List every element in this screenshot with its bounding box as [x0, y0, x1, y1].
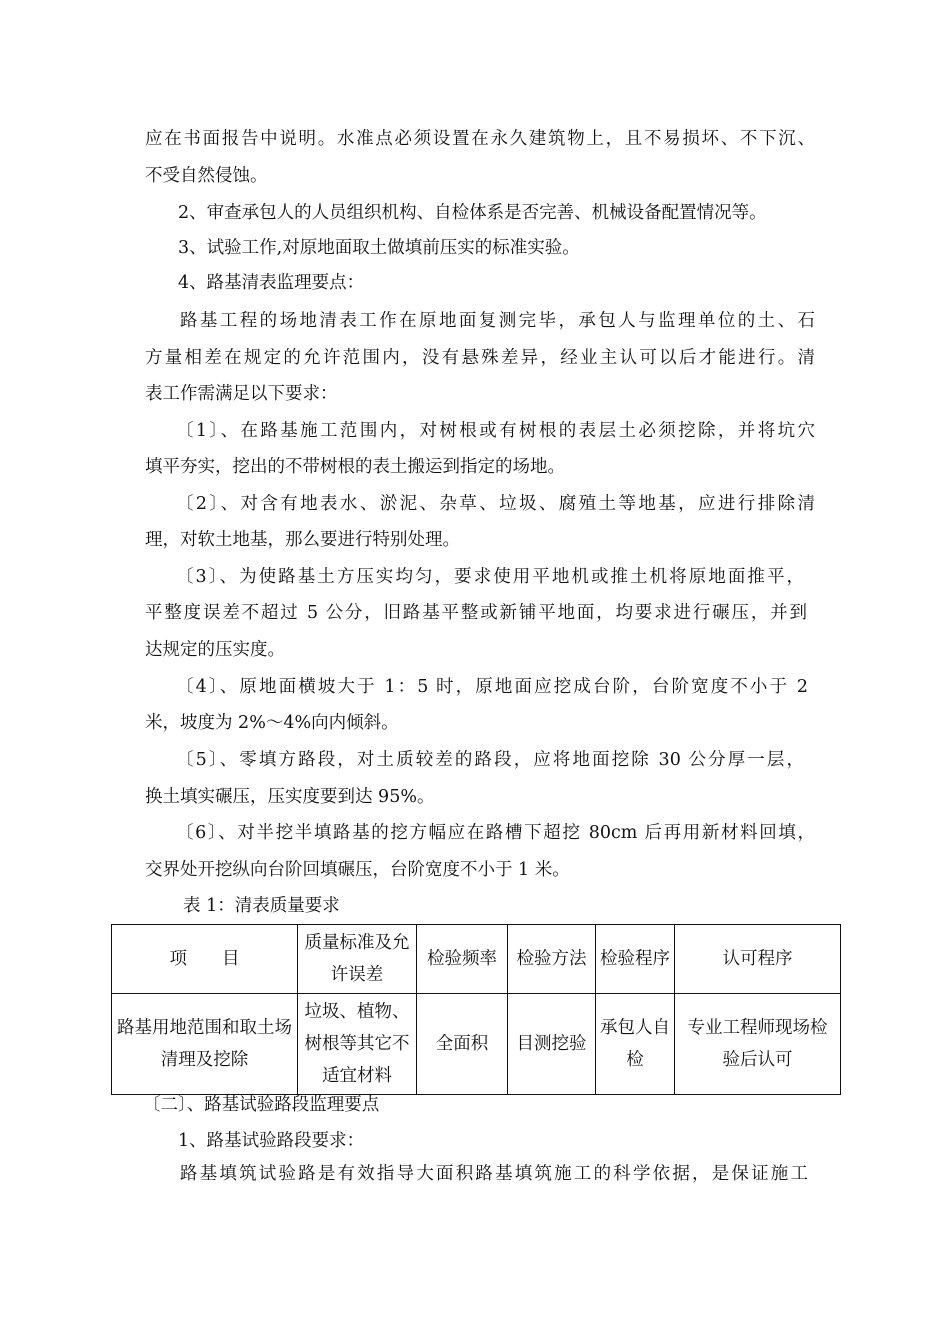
paragraph-line: 不受自然侵蚀。	[145, 166, 268, 186]
paragraph-line: 路基填筑试验路是有效指导大面积路基填筑施工的科学依据，是保证施工	[180, 1164, 808, 1184]
paragraph-line: 3、试验工作,对原地面取土做填前压实的标准实验。	[178, 238, 580, 258]
table-caption: 表 1：清表质量要求	[183, 896, 340, 916]
paragraph-line: 米，坡度为 2%～4%向内倾斜。	[145, 713, 399, 733]
paragraph-line: 4、路基清表监理要点：	[178, 273, 365, 293]
paragraph-line: 填平夯实，挖出的不带树根的表土搬运到指定的场地。	[145, 457, 565, 477]
header-cell: 项 目	[112, 925, 298, 994]
paragraph-line: 〔4〕、原地面横坡大于 1：5 时，原地面应挖成台阶，台阶宽度不小于 2	[176, 677, 808, 697]
table-cell: 专业工程师现场检验后认可	[675, 994, 841, 1095]
paragraph-line: 方量相差在规定的允许范围内，没有悬殊差异，经业主认可以后才能进行。清	[145, 348, 815, 368]
header-cell: 质量标准及允许误差	[298, 925, 417, 994]
subsection-heading: 1、路基试验路段要求：	[178, 1131, 365, 1151]
paragraph-line: 应在书面报告中说明。水准点必须设置在永久建筑物上，且不易损坏、不下沉、	[145, 129, 815, 149]
paragraph-line: 理，对软土地基，那么要进行特别处理。	[145, 530, 460, 550]
table-cell: 目测挖验	[508, 994, 596, 1095]
header-cell: 认可程序	[675, 925, 841, 994]
paragraph-line: 换土填实碾压，压实度要到达 95%。	[145, 787, 435, 807]
paragraph-line: 2、审查承包人的人员组织机构、自检体系是否完善、机械设备配置情况等。	[178, 203, 767, 223]
table-cell: 垃圾、植物、树根等其它不适宜材料	[298, 994, 417, 1095]
paragraph-line: 〔6〕、对半挖半填路基的挖方幅应在路槽下超挖 80cm 后再用新材料回填，	[176, 823, 815, 843]
table-cell: 承包人自检	[596, 994, 675, 1095]
paragraph-line: 路基工程的场地清表工作在原地面复测完毕，承包人与监理单位的土、石	[180, 311, 815, 331]
table-cell: 全面积	[417, 994, 508, 1095]
quality-requirements-table	[111, 924, 841, 1095]
section-heading: 〔二〕、路基试验路段监理要点	[143, 1095, 380, 1115]
paragraph-line: 达规定的压实度。	[145, 640, 285, 660]
paragraph-line: 〔1〕、在路基施工范围内，对树根或有树根的表层土必须挖除，并将坑穴	[176, 421, 815, 441]
paragraph-line: 表工作需满足以下要求：	[145, 384, 338, 404]
table-cell: 路基用地范围和取土场清理及挖除	[112, 994, 298, 1095]
paragraph-line: 〔5〕、零填方路段，对土质较差的路段，应将地面挖除 30 公分厚一层，	[176, 750, 804, 770]
header-cell: 检验方法	[508, 925, 596, 994]
table-header-row	[112, 925, 841, 994]
paragraph-line: 〔3〕、为使路基土方压实均匀，要求使用平地机或推土机将原地面推平，	[176, 567, 804, 587]
header-cell: 检验程序	[596, 925, 675, 994]
paragraph-line: 交界处开挖纵向台阶回填碾压，台阶宽度不小于 1 米。	[145, 860, 570, 880]
table-row	[112, 994, 841, 1095]
header-cell: 检验频率	[417, 925, 508, 994]
paragraph-line: 〔2〕、对含有地表水、淤泥、杂草、垃圾、腐殖土等地基，应进行排除清	[176, 494, 815, 514]
paragraph-line: 平整度误差不超过 5 公分，旧路基平整或新铺平地面，均要求进行碾压，并到	[145, 603, 807, 623]
